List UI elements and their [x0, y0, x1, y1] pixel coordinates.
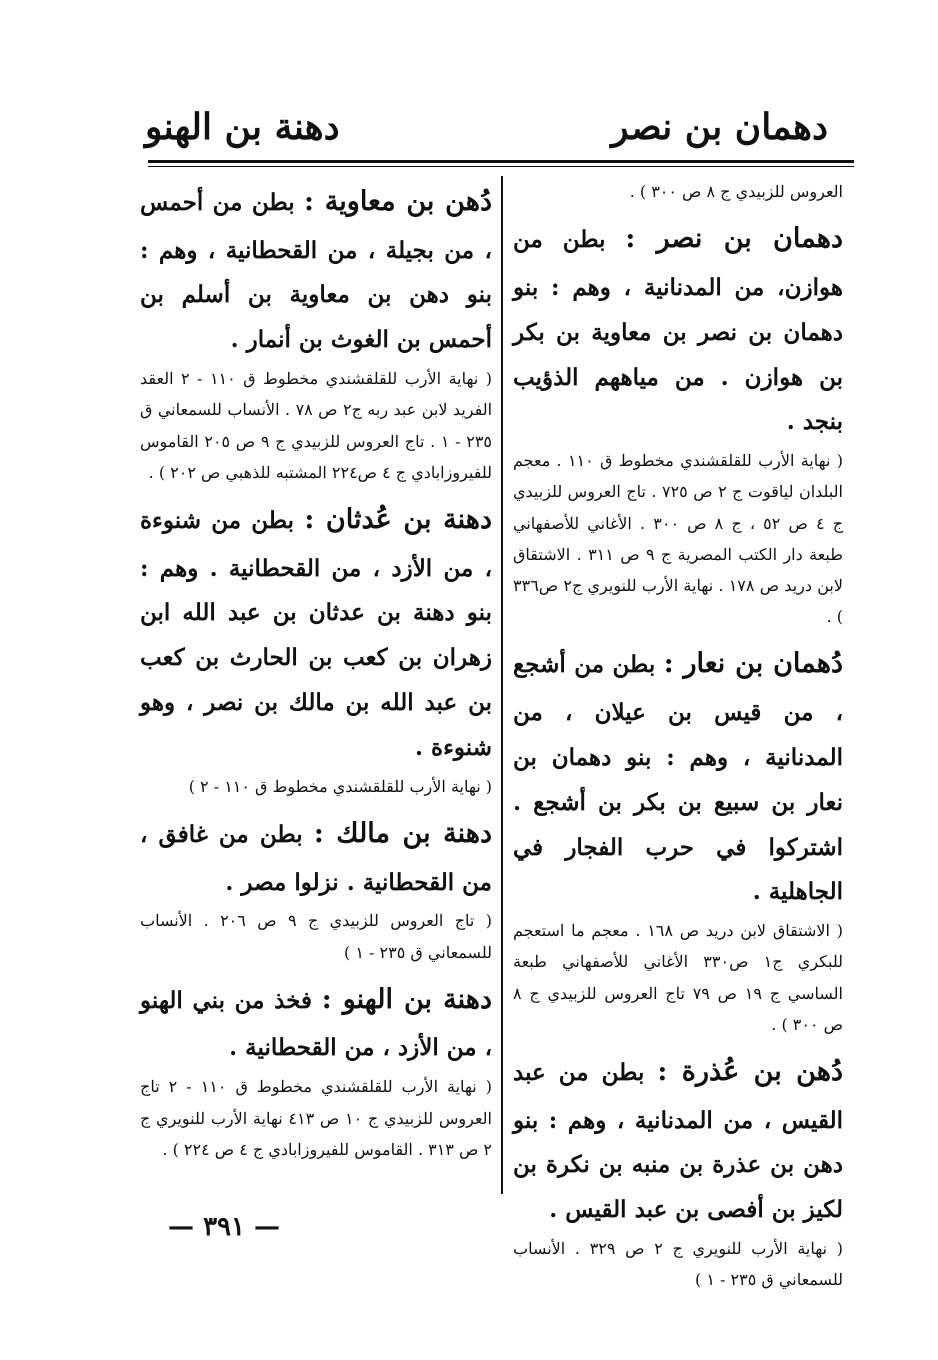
left-column [140, 176, 492, 1171]
entry [140, 494, 492, 802]
entry-headword: دهمان بن نصر : [625, 223, 843, 255]
entry [140, 808, 492, 968]
entry-text: فخذ من بني الهنو ، من الأزد ، من القحطانية . [140, 986, 492, 1062]
entry-text: بطن من غافق ، من القحطانية . نزلوا مصر . [140, 820, 492, 896]
entry-references: ( نهاية الأرب للنويري ج ٢ ص ٣٢٩ . الأنساب للسمعاني ق ٢٣٥ - ١ ) [513, 1239, 843, 1290]
entry-headword: دهنة بن الهنو : [321, 983, 492, 1015]
column-divider [501, 176, 503, 1194]
entry [513, 638, 843, 1040]
entry-text: بطن من أحمس ، من بجيلة ، من القحطانية ، وهم : بنو دهن بن معاوية بن أسلم بن أحمس بن الغوث بن أنمار . [140, 189, 492, 354]
page-number: — ٣٩١ — [168, 1212, 281, 1242]
entry-references: ( نهاية الأرب للقلقشندي مخطوط ق ١١٠ - ٢ تاج العروس للزبيدي ج ١٠ ص ٤١٣ نهاية الأرب للنويري ج ٢ ص ٣١٣ . القاموس للفيروزابادي ج ٤ ص ٢٢٤ ) . [140, 1077, 493, 1159]
entry [140, 176, 492, 488]
header-rule-thin [148, 166, 854, 167]
entry-references: ( تاج العروس للزبيدي ج ٩ ص ٢٠٦ . الأنساب للسمعاني ق ٢٣٥ - ١ ) [140, 911, 493, 962]
entry [513, 1046, 843, 1296]
entry [513, 213, 843, 632]
entry [140, 974, 492, 1165]
entry-headword: دُهمان بن نعار : [663, 648, 843, 680]
entry-references: ( نهاية الأرب للقلقشندي مخطوط ق ١١٠ . معجم البلدان لياقوت ج ٢ ص ٧٢٥ . تاج العروس للزبيدي ج ٤ ص ٥٢ ، ج ٨ ص ٣٠٠ . الأغاني للأصفهاني طبعة دار الكتب المصرية ج ٩ ص ٣١١ . الاشتقاق لابن دريد ص ١٧٨ . نهاية الأرب للنويري ج٢ ص٣٣٦ ) . [513, 451, 844, 627]
entry-references: ( نهاية الأرب للقلقشندي مخطوط ق ١١٠ - ٢ العقد الفريد لابن عبد ربه ج٢ ص ٧٨ . الأنساب للسمعاني ق ٢٣٥ - ١ . تاج العروس للزبيدي ج ٩ ص ٢٠٥ القاموس للفيروزابادي ج ٤ ص٢٢٤ المشتبه للذهبي ص ٢٠٢ ) . [140, 369, 493, 482]
entry-headword: دُهن بن عُذرة : [657, 1055, 843, 1087]
entry-text: بطن من عبد القيس ، من المدنانية ، وهم : بنو دهن بن عذرة بن منبه بن نكرة بن لكيز بن أفصى بن عبد القيس . [513, 1058, 843, 1224]
entry-headword: دهنة بن عُدثان : [304, 503, 492, 535]
entry-references: ( الاشتقاق لابن دريد ص ١٦٨ . معجم ما استعجم للبكري ج١ ص٣٣٠ الأغاني للأصفهاني طبعة الساسي ج ١٩ ص ٧٩ تاج العروس للزبيدي ج ٨ ص ٣٠٠ ) . [513, 921, 843, 1034]
entry-references: ( نهاية الأرب للقلقشندي مخطوط ق ١١٠ - ٢ ) [188, 776, 492, 796]
entry-headword: دهنة بن مالك : [313, 817, 492, 849]
entry-text: بطن من هوازن، من المدنانية ، وهم : بنو دهمان بن نصر بن معاوية بن بكر بن هوازن . من مياههم الذؤيب بنجد . [513, 226, 843, 436]
entry-headword: دُهن بن معاوية : [304, 186, 492, 217]
header-rule [148, 160, 854, 163]
continued-reference: العروس للزبيدي ج ٨ ص ٣٠٠ ) . [629, 182, 843, 201]
right-column [513, 176, 843, 1301]
entry-text: بطن من شنوءة ، من الأزد ، من القحطانية . وهم : بنو دهنة بن عدثان بن عبد الله ابن زهران بن كعب بن الحارث بن كعب بن عبد الله بن مالك بن نصر ، وهو شنوءة . [140, 506, 492, 761]
entry-text: بطن من أشجع ، من قيس بن عيلان ، من المدنانية ، وهم : بنو دهمان بن نعار بن سبيع بن بكر بن أشجع . اشتركوا في حرب الفجار في الجاهلية . [513, 651, 843, 906]
running-header-left: دهنة بن الهنو [145, 106, 340, 148]
running-header-right: دهمان بن نصر [611, 106, 828, 148]
